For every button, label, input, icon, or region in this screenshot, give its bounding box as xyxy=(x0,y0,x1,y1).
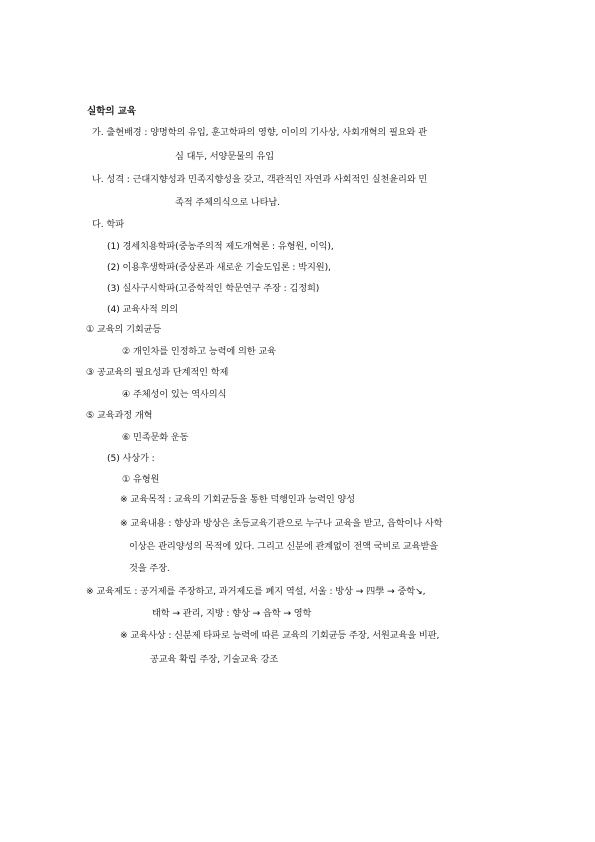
list-item: ⑤ 교육과정 개혁 xyxy=(86,410,153,421)
list-item: ③ 공교육의 필요성과 단계적인 학제 xyxy=(86,367,229,378)
note-line: ※ 교육사상 : 신분제 타파로 능력에 따른 교육의 기회균등 주장, 서원교육을 비판, xyxy=(120,630,440,641)
note-line: ※ 교육제도 : 공거제를 주장하고, 과거제도를 폐지 역설, 서울 : 방상 → 四學 → 중학↘, xyxy=(86,586,426,597)
list-item: (2) 이용후생학파(중상론과 새로운 기술도입론 : 박지원), xyxy=(107,262,331,273)
note-line: 것을 주장. xyxy=(129,563,170,574)
list-item: (1) 경세치용학파(중농주의적 제도개혁론 : 유형원, 이익), xyxy=(107,241,334,252)
list-item: ④ 주체성이 있는 역사의식 xyxy=(122,389,227,400)
text-line: 나. 성격 : 근대지향성과 민족지향성을 갖고, 객관적인 자연과 사회적인 실천윤리와 민 xyxy=(92,174,428,185)
text-line: 다. 학파 xyxy=(92,219,124,230)
list-item: ② 개인차를 인정하고 능력에 의한 교육 xyxy=(122,346,276,357)
text-line: 심 대두, 서양문물의 유입 xyxy=(175,151,275,162)
text-line: 족적 주체의식으로 나타남. xyxy=(175,197,280,208)
note-line: ※ 교육내용 : 향상과 방상은 초등교육기관으로 누구나 교육을 받고, 읍학이나 사학 xyxy=(120,518,443,529)
list-item: (5) 사상가 : xyxy=(107,453,155,464)
note-line: 이상은 관리양성의 목적에 있다. 그리고 신분에 관계없이 전액 국비로 교육받을 xyxy=(129,541,439,552)
list-item: ⑥ 민족문화 운동 xyxy=(122,432,189,443)
list-item: (3) 실사구시학파(고증학적인 학문연구 주장 : 김정희) xyxy=(107,283,320,294)
note-line: 태학 → 관리, 지방 : 향상 → 읍학 → 영학 xyxy=(152,608,312,619)
section-title: 실학의 교육 xyxy=(87,106,137,117)
note-line: ※ 교육목적 : 교육의 기회균등을 통한 덕행인과 능력인 양성 xyxy=(120,494,355,505)
note-line: 공교육 확립 주장, 기술교육 강조 xyxy=(150,654,279,665)
list-item: (4) 교육사적 의의 xyxy=(107,304,179,315)
text-line: 가. 출현배경 : 양명학의 유입, 훈고학파의 영향, 이이의 기사상, 사회개혁의 필요와 관 xyxy=(92,127,427,138)
list-item: ① 교육의 기회균등 xyxy=(86,324,162,335)
list-item: ① 유형원 xyxy=(122,474,160,485)
